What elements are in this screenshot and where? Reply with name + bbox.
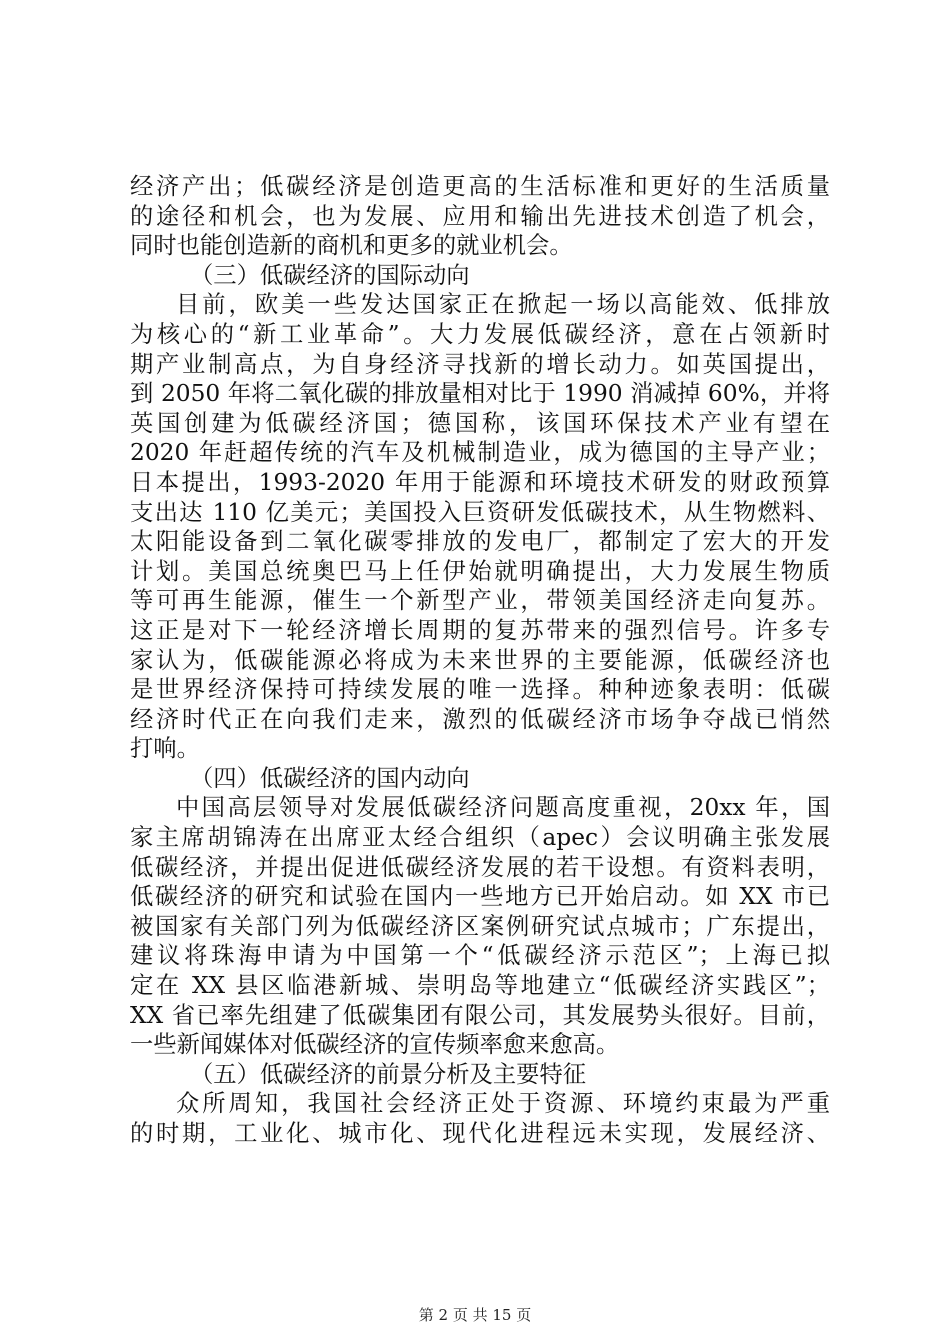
text-line: 中国高层领导对发展低碳经济问题高度重视，20xx 年，国 xyxy=(176,794,830,822)
text-line: 被国家有关部门列为低碳经济区案例研究试点城市；广东提出， xyxy=(130,912,830,940)
text-line: 众所周知，我国社会经济正处于资源、环境约束最为严重 xyxy=(176,1090,830,1118)
text-line: 家主席胡锦涛在出席亚太经合组织（apec）会议明确主张发展 xyxy=(130,824,830,852)
text-line: 这正是对下一轮经济增长周期的复苏带来的强烈信号。许多专 xyxy=(130,616,830,644)
text-line: 低碳经济的研究和试验在国内一些地方已开始启动。如 XX 市已 xyxy=(130,883,830,911)
text-line: 的途径和机会，也为发展、应用和输出先进技术创造了机会， xyxy=(130,202,830,230)
text-line: 期产业制高点，为自身经济寻找新的增长动力。如英国提出， xyxy=(130,350,830,378)
text-line: 的时期，工业化、城市化、现代化进程远未实现，发展经济、 xyxy=(130,1120,830,1147)
section-heading: （四）低碳经济的国内动向 xyxy=(190,764,470,792)
text-line: 一些新闻媒体对低碳经济的宣传频率愈来愈高。 xyxy=(130,1031,620,1059)
text-line: 为核心的“新工业革命”。大力发展低碳经济，意在占领新时 xyxy=(130,320,830,348)
text-line: 是世界经济保持可持续发展的唯一选择。种种迹象表明：低碳 xyxy=(130,676,830,704)
text-line: 计划。美国总统奥巴马上任伊始就明确提出，大力发展生物质 xyxy=(130,557,830,585)
text-line: 到 2050 年将二氧化碳的排放量相对比于 1990 消减掉 60%，并将 xyxy=(130,380,830,408)
text-line: 低碳经济，并提出促进低碳经济发展的若干设想。有资料表明， xyxy=(130,853,830,881)
text-line: 经济时代正在向我们走来，激烈的低碳经济市场争夺战已悄然 xyxy=(130,705,830,733)
text-line: 家认为，低碳能源必将成为未来世界的主要能源，低碳经济也 xyxy=(130,646,830,674)
text-line: 等可再生能源，催生一个新型产业，带领美国经济走向复苏。 xyxy=(130,587,830,615)
text-line: 日本提出，1993-2020 年用于能源和环境技术研发的财政预算 xyxy=(130,468,830,496)
section-heading: （五）低碳经济的前景分析及主要特征 xyxy=(190,1060,587,1088)
text-line: XX 省已率先组建了低碳集团有限公司，其发展势头很好。目前， xyxy=(130,1001,830,1029)
text-line: 2020 年赶超传统的汽车及机械制造业，成为德国的主导产业； xyxy=(130,439,830,467)
text-line: 英国创建为低碳经济国；德国称，该国环保技术产业有望在 xyxy=(130,409,830,437)
text-line: 支出达 110 亿美元；美国投入巨资研发低碳技术，从生物燃料、 xyxy=(130,498,830,526)
text-line: 打响。 xyxy=(130,735,200,763)
document-body xyxy=(130,172,830,1149)
text-line: 建议将珠海申请为中国第一个“低碳经济示范区”；上海已拟 xyxy=(130,942,830,970)
text-line: 经济产出；低碳经济是创造更高的生活标准和更好的生活质量 xyxy=(130,173,830,200)
text-line: 同时也能创造新的商机和更多的就业机会。 xyxy=(130,232,573,260)
page-footer: 第 2 页 共 15 页 xyxy=(418,1306,532,1324)
section-heading: （三）低碳经济的国际动向 xyxy=(190,261,470,289)
text-line: 定在 XX 县区临港新城、崇明岛等地建立“低碳经济实践区”； xyxy=(130,972,830,1000)
text-line: 太阳能设备到二氧化碳零排放的发电厂，都制定了宏大的开发 xyxy=(130,528,830,556)
text-line: 目前，欧美一些发达国家正在掀起一场以高能效、低排放 xyxy=(176,291,830,319)
